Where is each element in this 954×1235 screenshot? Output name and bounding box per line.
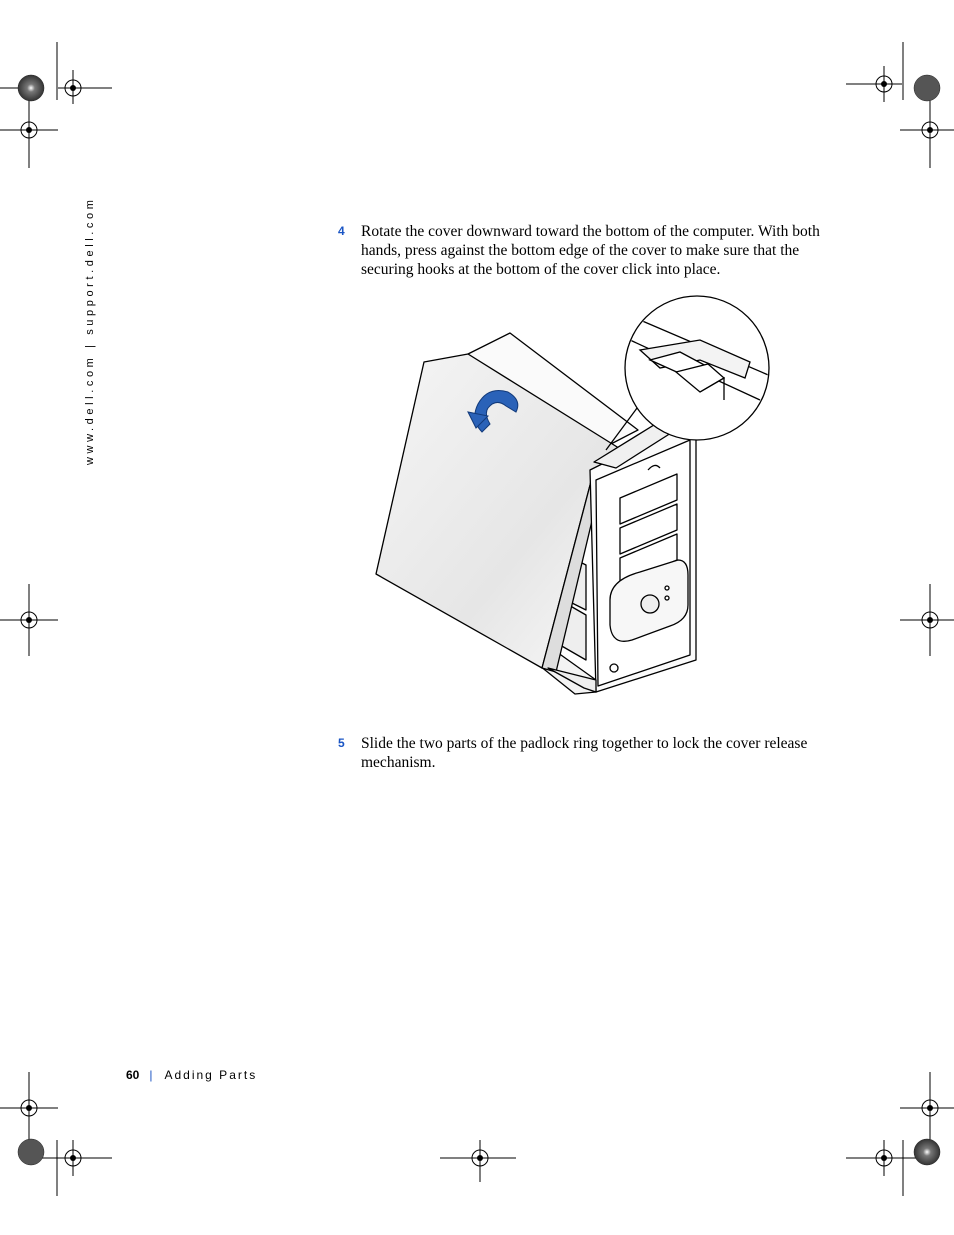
sidebar-url: www.dell.com | support.dell.com (84, 196, 96, 465)
page-footer (126, 1068, 257, 1082)
step-number: 5 (338, 736, 345, 750)
page-number: 60 (126, 1068, 140, 1082)
step-number: 4 (338, 224, 345, 238)
footer-separator: | (149, 1068, 153, 1082)
step-text: Rotate the cover downward toward the bottom of the computer. With both hands, press against the bottom edge of the cover to make sure that the securing hooks at the bottom of the cover click into place. (361, 223, 820, 278)
section-title: Adding Parts (164, 1068, 258, 1082)
step-text: Slide the two parts of the padlock ring together to lock the cover release mechanism. (361, 735, 808, 771)
